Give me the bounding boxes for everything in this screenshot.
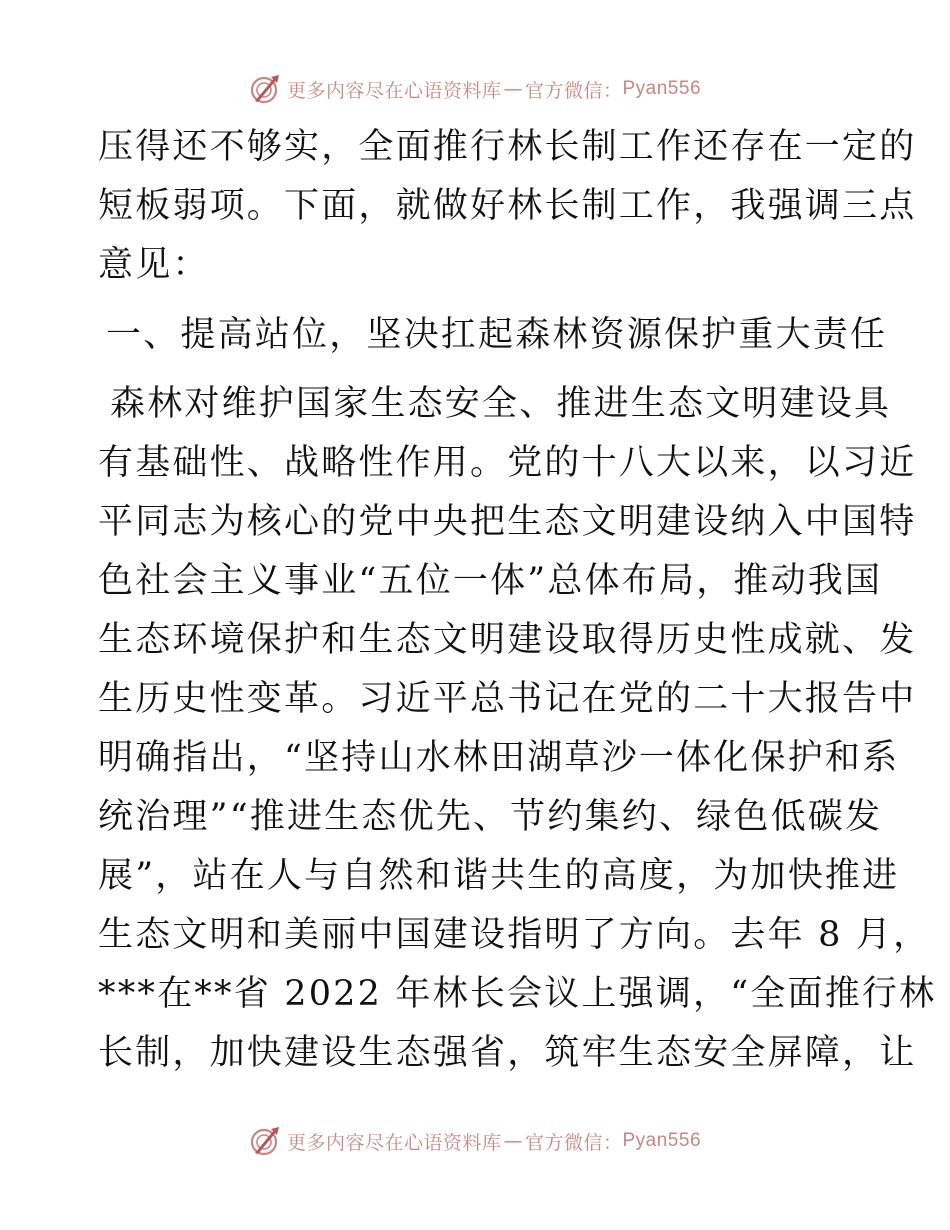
paragraph-line: 展”，站在人与自然和谐共生的高度，为加快推进: [98, 856, 900, 896]
paragraph-line: 生态文明和美丽中国建设指明了方向。去年 8 月，: [98, 915, 931, 955]
watermark-wechat-id: Pyan556: [622, 1130, 702, 1151]
quill-logo-icon: [249, 73, 281, 105]
header-watermark: [0, 72, 950, 106]
paragraph-line: 压得还不够实，全面推行林长制工作还存在一定的: [98, 127, 917, 167]
paragraph-line: 明确指出，“坚持山水林田湖草沙一体化保护和系: [98, 738, 900, 778]
watermark-label: 官方微信：: [524, 1131, 623, 1154]
section-heading: 一、提高站位，坚决扛起森林资源保护重大责任: [106, 315, 888, 355]
paragraph-line: ***在**省 2022 年林长会议上强调，“全面推行林: [98, 974, 937, 1014]
watermark-dash: —: [503, 78, 523, 100]
paragraph-line: 生态环境保护和生态文明建设取得历史性成就、发: [98, 620, 917, 660]
quill-logo-icon: [249, 1125, 281, 1157]
paragraph-line: 平同志为核心的党中央把生态文明建设纳入中国特: [98, 502, 917, 542]
paragraph-line: 有基础性、战略性作用。党的十八大以来，以习近: [98, 443, 917, 483]
watermark-dash: —: [503, 1130, 523, 1152]
paragraph-line: 统治理”“推进生态优先、节约集约、绿色低碳发: [98, 797, 883, 837]
paragraph-line: 色社会主义事业“五位一体”总体布局，推动我国: [98, 561, 883, 601]
document-body: [98, 118, 937, 1083]
watermark-label: 官方微信：: [524, 79, 623, 102]
paragraph-line: 短板弱项。下面，就做好林长制工作，我强调三点: [98, 186, 917, 226]
paragraph-line: 长制，加快建设生态强省，筑牢生态安全屏障，让: [98, 1033, 917, 1073]
watermark-wechat-id: Pyan556: [622, 78, 702, 99]
watermark-brand-text: 更多内容尽在心语资料库: [286, 1131, 502, 1154]
watermark-brand-text: 更多内容尽在心语资料库: [286, 79, 502, 102]
paragraph-line: 生历史性变革。习近平总书记在党的二十大报告中: [98, 679, 917, 719]
paragraph-line: 意见：: [98, 245, 210, 285]
footer-watermark: [0, 1124, 950, 1158]
paragraph-line: 森林对维护国家生态安全、推进生态文明建设具: [110, 384, 892, 424]
